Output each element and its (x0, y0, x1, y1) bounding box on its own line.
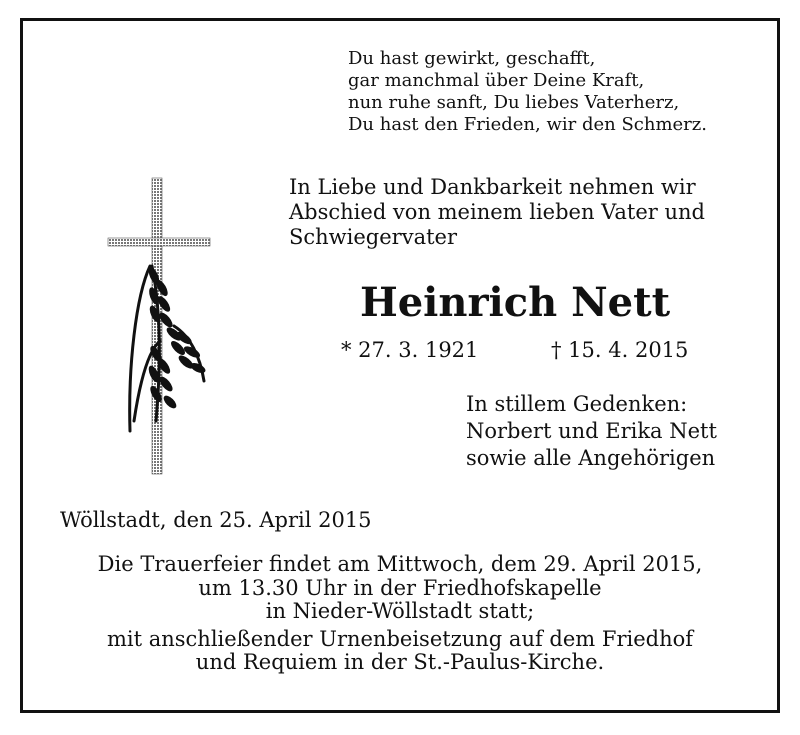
poem-verse (348, 48, 707, 136)
intro-line: Schwiegervater (289, 225, 457, 249)
funeral-notice (0, 553, 800, 675)
notice-line: und Requiem in der St.-Paulus-Kirche. (195, 650, 605, 674)
notice-line: Die Trauerfeier findet am Mittwoch, dem 29. April 2015, (97, 552, 703, 576)
mourners-line: Norbert und Erika Nett (466, 419, 717, 443)
poem-line: Du hast gewirkt, geschafft, (348, 48, 596, 69)
deceased-name: Heinrich Nett (359, 279, 671, 326)
notice-line: mit anschließender Urnenbeisetzung auf dem Friedhof (106, 626, 694, 651)
intro-line: Abschied von meinem lieben Vater und (289, 200, 706, 224)
poem-line: Du hast den Frieden, wir den Schmerz. (348, 114, 707, 135)
poem-line: nun ruhe sanft, Du liebes Vaterherz, (348, 92, 680, 113)
notice-line: um 13.30 Uhr in der Friedhofskapelle (198, 575, 602, 600)
poem-line: gar manchmal über Deine Kraft, (348, 70, 645, 91)
birth-date: * 27. 3. 1921 (341, 338, 479, 362)
farewell-intro (289, 175, 705, 250)
death-date: † 15. 4. 2015 (551, 338, 689, 362)
place-and-date: Wöllstadt, den 25. April 2015 (60, 508, 372, 532)
mourners-block (466, 391, 717, 472)
notice-line: in Nieder-Wöllstadt statt; (265, 599, 535, 623)
mourners-line: In stillem Gedenken: (466, 392, 688, 416)
mourners-line: sowie alle Angehörigen (466, 446, 716, 470)
intro-line: In Liebe und Dankbarkeit nehmen wir (289, 175, 696, 199)
